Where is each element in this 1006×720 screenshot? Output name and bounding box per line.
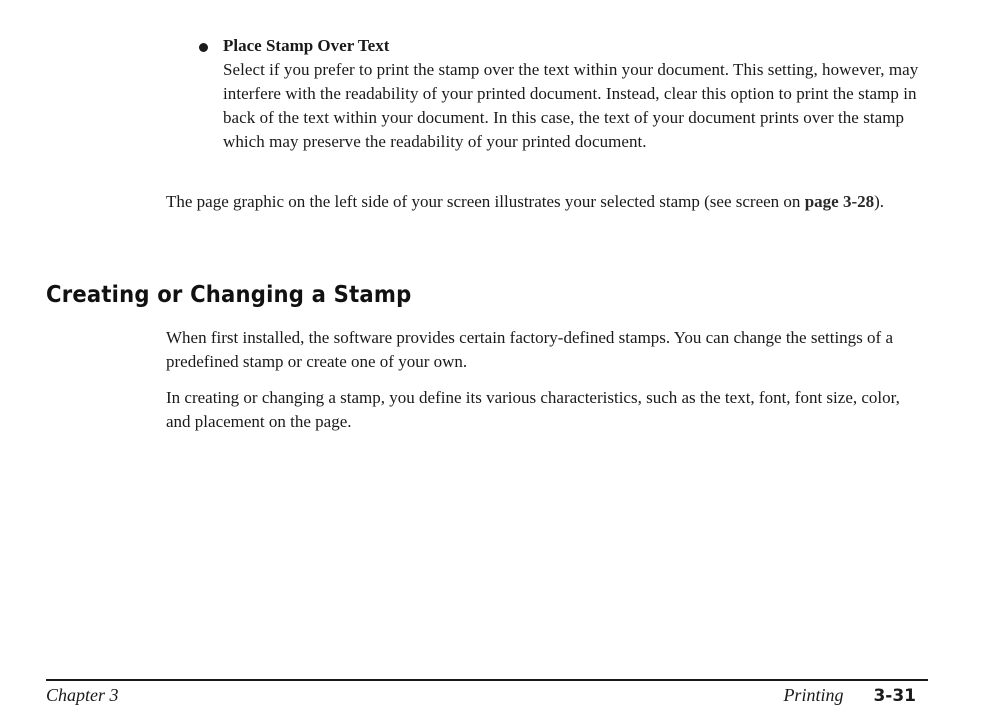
bullet-dot-icon bbox=[199, 43, 208, 52]
intro-paragraph bbox=[166, 190, 926, 214]
bullet-item-place-stamp-over-text bbox=[199, 34, 934, 154]
section-paragraph-1: When first installed, the software provides certain factory-defined stamps. You can change the settings of a predefined stamp or create one of your own. bbox=[166, 328, 893, 371]
footer-divider bbox=[46, 679, 928, 681]
footer-section-name: Printing bbox=[783, 685, 844, 705]
section-heading: Creating or Changing a Stamp bbox=[46, 282, 412, 308]
footer-right bbox=[783, 683, 916, 708]
page-reference-link[interactable]: page 3-28 bbox=[804, 192, 875, 211]
intro-text-before: The page graphic on the left side of your screen illustrates your selected stamp (see screen on bbox=[166, 192, 805, 211]
bullet-title: Place Stamp Over Text bbox=[223, 36, 390, 55]
footer-page-number: 3-31 bbox=[873, 686, 916, 706]
bullet-content bbox=[223, 34, 934, 154]
footer-chapter: Chapter 3 bbox=[46, 685, 119, 705]
section-paragraph-2: In creating or changing a stamp, you define its various characteristics, such as the text, font, font size, color, and placement on the page. bbox=[166, 388, 900, 431]
intro-text-after: ). bbox=[874, 192, 885, 211]
bullet-body: Select if you prefer to print the stamp over the text within your document. This setting, however, may interfere with the readability of your printed document. Instead, clear this option to print the stamp in back of the text within your document. In this case, the text of your document prints over the stamp which may preserve the readability of your printed document. bbox=[223, 60, 919, 151]
